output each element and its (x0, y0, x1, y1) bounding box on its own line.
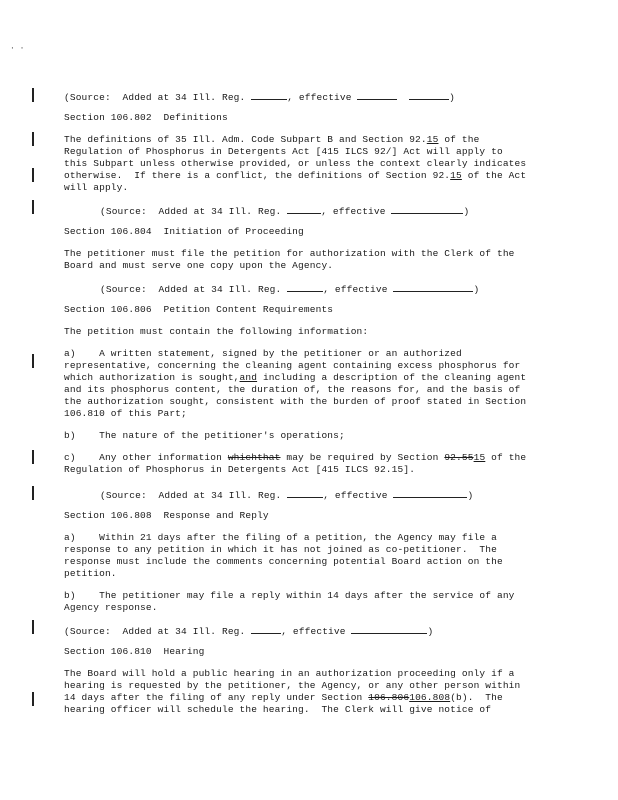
section-heading: Section 106.810 Hearing (64, 646, 205, 657)
change-bar (32, 692, 34, 706)
item-line: Agency response. (64, 602, 158, 613)
paragraph-line: 14 days after the filing of any reply under Section 106.806106.808(b). The (64, 692, 503, 703)
item-line: petition. (64, 568, 117, 579)
source-note: (Source: Added at 34 Ill. Reg. , effective ) (64, 92, 456, 103)
source-note: (Source: Added at 34 Ill. Reg. , effective ) (100, 490, 474, 501)
source-note: (Source: Added at 34 Ill. Reg. , effective ) (100, 206, 470, 217)
section-heading: Section 106.804 Initiation of Proceeding (64, 226, 304, 237)
change-bar (32, 168, 34, 182)
change-bar (32, 88, 34, 102)
paragraph-line: The definitions of 35 Ill. Adm. Code Subpart B and Section 92.15 of the (64, 134, 480, 145)
paragraph-line: otherwise. If there is a conflict, the definitions of Section 92.15 of the Act (64, 170, 527, 181)
change-bar (32, 486, 34, 500)
paragraph-line: The petitioner must file the petition for authorization with the Clerk of the (64, 248, 515, 259)
source-note: (Source: Added at 34 Ill. Reg. , effective ) (100, 284, 480, 295)
item-line: representative, concerning the cleaning agent containing excess phosphorus for (64, 360, 521, 371)
paragraph-line: will apply. (64, 182, 129, 193)
paragraph-line: The Board will hold a public hearing in an authorization proceeding only if a (64, 668, 515, 679)
item-line: 106.810 of this Part; (64, 408, 187, 419)
item-line: response must include the comments concerning potential Board action on the (64, 556, 503, 567)
item-line: response to any petition in which it has not joined as co-petitioner. The (64, 544, 497, 555)
change-bar (32, 132, 34, 146)
change-bar (32, 620, 34, 634)
item-line: and its phosphorus content, the duration of, the reasons for, and the basis of (64, 384, 521, 395)
section-heading: Section 106.808 Response and Reply (64, 510, 269, 521)
item-line: c) Any other information whichthat may be required by Section 92.5515 of the (64, 452, 527, 463)
item-line: b) The nature of the petitioner's operations; (64, 430, 345, 441)
change-bar (32, 354, 34, 368)
item-line: which authorization is sought,and including a description of the cleaning agent (64, 372, 527, 383)
item-line: b) The petitioner may file a reply within 14 days after the service of any (64, 590, 515, 601)
corner-marks: · · (10, 44, 25, 53)
paragraph-line: hearing is requested by the petitioner, the Agency, or any other person within (64, 680, 521, 691)
change-bar (32, 450, 34, 464)
item-line: the authorization sought, consistent with the burden of proof stated in Section (64, 396, 527, 407)
paragraph-line: Regulation of Phosphorus in Detergents Act [415 ILCS 92/] Act will apply to (64, 146, 503, 157)
paragraph-line: hearing officer will schedule the hearing. The Clerk will give notice of (64, 704, 492, 715)
item-line: a) A written statement, signed by the petitioner or an authorized (64, 348, 462, 359)
section-heading: Section 106.802 Definitions (64, 112, 228, 123)
change-bar (32, 200, 34, 214)
section-heading: Section 106.806 Petition Content Requirements (64, 304, 334, 315)
source-note: (Source: Added at 34 Ill. Reg. , effective ) (64, 626, 434, 637)
paragraph-line: The petition must contain the following information: (64, 326, 369, 337)
paragraph-line: Board and must serve one copy upon the Agency. (64, 260, 334, 271)
item-line: Regulation of Phosphorus in Detergents Act [415 ILCS 92.15]. (64, 464, 416, 475)
paragraph-line: this Subpart unless otherwise provided, or unless the context clearly indicates (64, 158, 527, 169)
item-line: a) Within 21 days after the filing of a petition, the Agency may file a (64, 532, 497, 543)
